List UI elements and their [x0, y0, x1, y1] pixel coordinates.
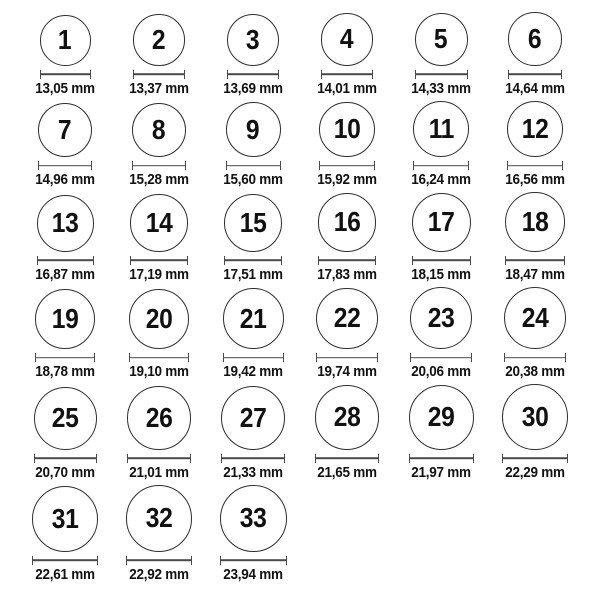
ring-size-item: [18, 103, 112, 187]
ring-size-item: [394, 13, 488, 96]
ring-size-number: 3: [246, 23, 260, 55]
diameter-measure-line: [220, 556, 287, 565]
ring-size-row: [18, 384, 582, 480]
ring-size-item: [18, 15, 112, 96]
ring-size-item: [112, 103, 206, 188]
ring-size-item: [18, 195, 112, 282]
ring-size-number: 14: [145, 206, 173, 238]
diameter-label: 21,33 mm: [223, 463, 283, 481]
ring-size-item: [488, 101, 582, 188]
diameter-measure-line: [224, 256, 282, 265]
ring-size-item: [112, 386, 206, 480]
diameter-label: 17,83 mm: [317, 265, 377, 283]
diameter-measure-line: [315, 454, 380, 463]
ring-size-item: [300, 193, 394, 282]
ring-size-item: [18, 289, 112, 379]
ring-size-item: [394, 385, 488, 480]
ring-size-item: [300, 13, 394, 96]
ring-size-number: 4: [340, 23, 354, 55]
diameter-label: 14,96 mm: [35, 171, 95, 188]
diameter-measure-line: [132, 161, 187, 170]
diameter-label: 17,19 mm: [129, 265, 189, 283]
diameter-label: 19,42 mm: [223, 363, 283, 380]
diameter-label: 16,24 mm: [411, 171, 471, 188]
ring-size-number: 10: [333, 113, 361, 145]
diameter-measure-line: [319, 161, 375, 170]
ring-size-number: 26: [145, 401, 173, 433]
ring-size-number: 18: [521, 205, 549, 237]
ring-circle: [321, 13, 374, 66]
ring-size-item: [206, 386, 300, 480]
ring-size-number: 25: [51, 402, 79, 433]
diameter-label: 20,38 mm: [505, 363, 565, 380]
ring-circle: [129, 289, 190, 350]
ring-circle: [35, 289, 95, 349]
diameter-measure-line: [38, 161, 92, 170]
ring-size-number: 16: [333, 206, 361, 238]
ring-size-number: 2: [152, 23, 166, 55]
ring-size-number: 27: [239, 401, 267, 433]
ring-circle: [38, 103, 92, 157]
ring-size-number: 9: [246, 113, 260, 145]
diameter-measure-line: [507, 161, 564, 170]
ring-circle: [413, 101, 469, 157]
ring-circle: [226, 102, 281, 157]
diameter-label: 22,92 mm: [129, 565, 189, 583]
ring-size-number: 12: [521, 112, 549, 144]
ring-circle: [409, 385, 474, 450]
ring-circle: [412, 193, 471, 252]
ring-circle: [227, 14, 279, 66]
ring-size-item: [206, 194, 300, 282]
diameter-measure-line: [410, 353, 472, 362]
diameter-label: 13,37 mm: [129, 79, 189, 97]
diameter-measure-line: [35, 353, 95, 362]
ring-size-item: [112, 14, 206, 96]
diameter-label: 21,01 mm: [129, 463, 189, 481]
diameter-label: 13,69 mm: [223, 79, 283, 97]
diameter-label: 18,15 mm: [411, 265, 471, 283]
ring-circle: [37, 195, 94, 252]
ring-circle: [130, 194, 188, 252]
ring-circle: [504, 287, 567, 350]
ring-size-number: 33: [239, 502, 267, 533]
ring-size-number: 29: [427, 401, 455, 432]
ring-size-item: [112, 485, 206, 582]
ring-size-row: [18, 192, 582, 282]
diameter-measure-line: [412, 256, 471, 265]
ring-size-number: 19: [51, 303, 79, 334]
ring-circle: [223, 288, 284, 349]
ring-size-number: 24: [521, 301, 549, 333]
ring-circle: [220, 485, 287, 552]
ring-circle: [505, 192, 565, 252]
diameter-measure-line: [318, 256, 377, 265]
diameter-label: 18,78 mm: [35, 363, 95, 380]
ring-size-item: [300, 102, 394, 188]
ring-size-number: 1: [58, 24, 72, 55]
ring-size-row: [18, 287, 582, 380]
ring-size-item: [394, 287, 488, 379]
diameter-measure-line: [32, 556, 98, 565]
diameter-label: 20,06 mm: [411, 363, 471, 380]
diameter-label: 22,61 mm: [35, 565, 95, 583]
diameter-measure-line: [133, 70, 185, 79]
ring-circle: [40, 15, 91, 66]
diameter-measure-line: [221, 454, 285, 463]
diameter-label: 19,74 mm: [317, 363, 377, 380]
diameter-label: 21,97 mm: [411, 463, 471, 481]
diameter-label: 14,01 mm: [317, 79, 377, 97]
diameter-label: 15,28 mm: [129, 171, 189, 188]
diameter-measure-line: [409, 454, 474, 463]
diameter-measure-line: [126, 556, 193, 565]
diameter-measure-line: [129, 353, 190, 362]
diameter-measure-line: [227, 70, 279, 79]
ring-size-number: 30: [521, 400, 549, 432]
ring-size-number: 28: [333, 401, 361, 433]
ring-size-row: [18, 101, 582, 188]
diameter-label: 20,70 mm: [35, 463, 95, 481]
diameter-label: 23,94 mm: [223, 565, 283, 583]
ring-size-number: 17: [427, 206, 455, 237]
diameter-label: 16,87 mm: [35, 265, 95, 283]
ring-size-item: [206, 288, 300, 379]
diameter-measure-line: [34, 454, 97, 463]
ring-circle: [316, 288, 378, 350]
ring-size-item: [394, 101, 488, 187]
ring-size-row: [18, 12, 582, 96]
diameter-measure-line: [321, 70, 374, 79]
ring-size-item: [112, 194, 206, 282]
ring-size-number: 31: [51, 502, 79, 534]
diameter-label: 21,65 mm: [317, 463, 377, 481]
ring-size-number: 7: [58, 114, 72, 145]
ring-circle: [508, 12, 562, 66]
ring-size-item: [394, 193, 488, 282]
diameter-label: 16,56 mm: [505, 171, 565, 188]
ring-size-number: 13: [51, 207, 79, 238]
ring-size-item: [300, 385, 394, 480]
ring-size-number: 8: [152, 113, 166, 145]
ring-size-item: [488, 12, 582, 96]
ring-circle: [132, 103, 187, 158]
ring-size-item: [206, 14, 300, 96]
diameter-label: 15,60 mm: [223, 171, 283, 188]
ring-circle: [34, 387, 97, 450]
ring-size-number: 20: [145, 302, 173, 334]
ring-size-item: [206, 102, 300, 187]
ring-size-number: 22: [333, 302, 361, 334]
ring-circle: [415, 13, 468, 66]
ring-circle: [133, 14, 185, 66]
ring-size-item: [488, 384, 582, 480]
ring-circle: [127, 386, 191, 450]
ring-circle: [32, 486, 98, 552]
ring-size-number: 21: [239, 302, 267, 334]
ring-size-number: 11: [428, 113, 454, 144]
diameter-measure-line: [37, 256, 94, 265]
ring-circle: [502, 384, 568, 450]
ring-size-item: [488, 192, 582, 282]
ring-circle: [224, 194, 282, 252]
diameter-label: 18,47 mm: [505, 265, 565, 283]
diameter-label: 19,10 mm: [129, 363, 189, 380]
ring-circle: [410, 287, 472, 349]
diameter-label: 22,29 mm: [505, 463, 565, 481]
ring-circle: [126, 485, 193, 552]
diameter-measure-line: [226, 161, 281, 170]
ring-size-number: 5: [434, 23, 448, 54]
ring-size-row: [18, 485, 582, 582]
ring-circle: [507, 101, 564, 158]
ring-size-item: [18, 486, 112, 582]
diameter-measure-line: [502, 454, 568, 463]
ring-size-number: 6: [528, 22, 542, 54]
diameter-measure-line: [316, 353, 378, 362]
ring-size-number: 23: [427, 302, 455, 333]
diameter-label: 14,64 mm: [505, 79, 565, 97]
ring-circle: [315, 385, 380, 450]
ring-size-number: 15: [239, 206, 267, 238]
diameter-measure-line: [40, 70, 91, 79]
diameter-label: 13,05 mm: [35, 79, 95, 97]
ring-circle: [221, 386, 285, 450]
diameter-label: 17,51 mm: [223, 265, 283, 283]
ring-size-item: [18, 387, 112, 480]
diameter-measure-line: [223, 353, 284, 362]
ring-circle: [318, 193, 377, 252]
ring-size-item: [206, 485, 300, 582]
diameter-label: 15,92 mm: [317, 171, 377, 188]
diameter-measure-line: [413, 161, 469, 170]
diameter-measure-line: [505, 256, 565, 265]
diameter-measure-line: [415, 70, 468, 79]
diameter-measure-line: [127, 454, 191, 463]
ring-size-item: [300, 288, 394, 380]
ring-size-chart: [18, 0, 582, 582]
ring-size-number: 32: [145, 502, 173, 534]
ring-circle: [319, 102, 375, 158]
diameter-label: 14,33 mm: [411, 79, 471, 97]
ring-size-item: [488, 287, 582, 380]
diameter-measure-line: [130, 256, 188, 265]
diameter-measure-line: [508, 70, 562, 79]
diameter-measure-line: [504, 353, 567, 362]
ring-size-item: [112, 289, 206, 380]
